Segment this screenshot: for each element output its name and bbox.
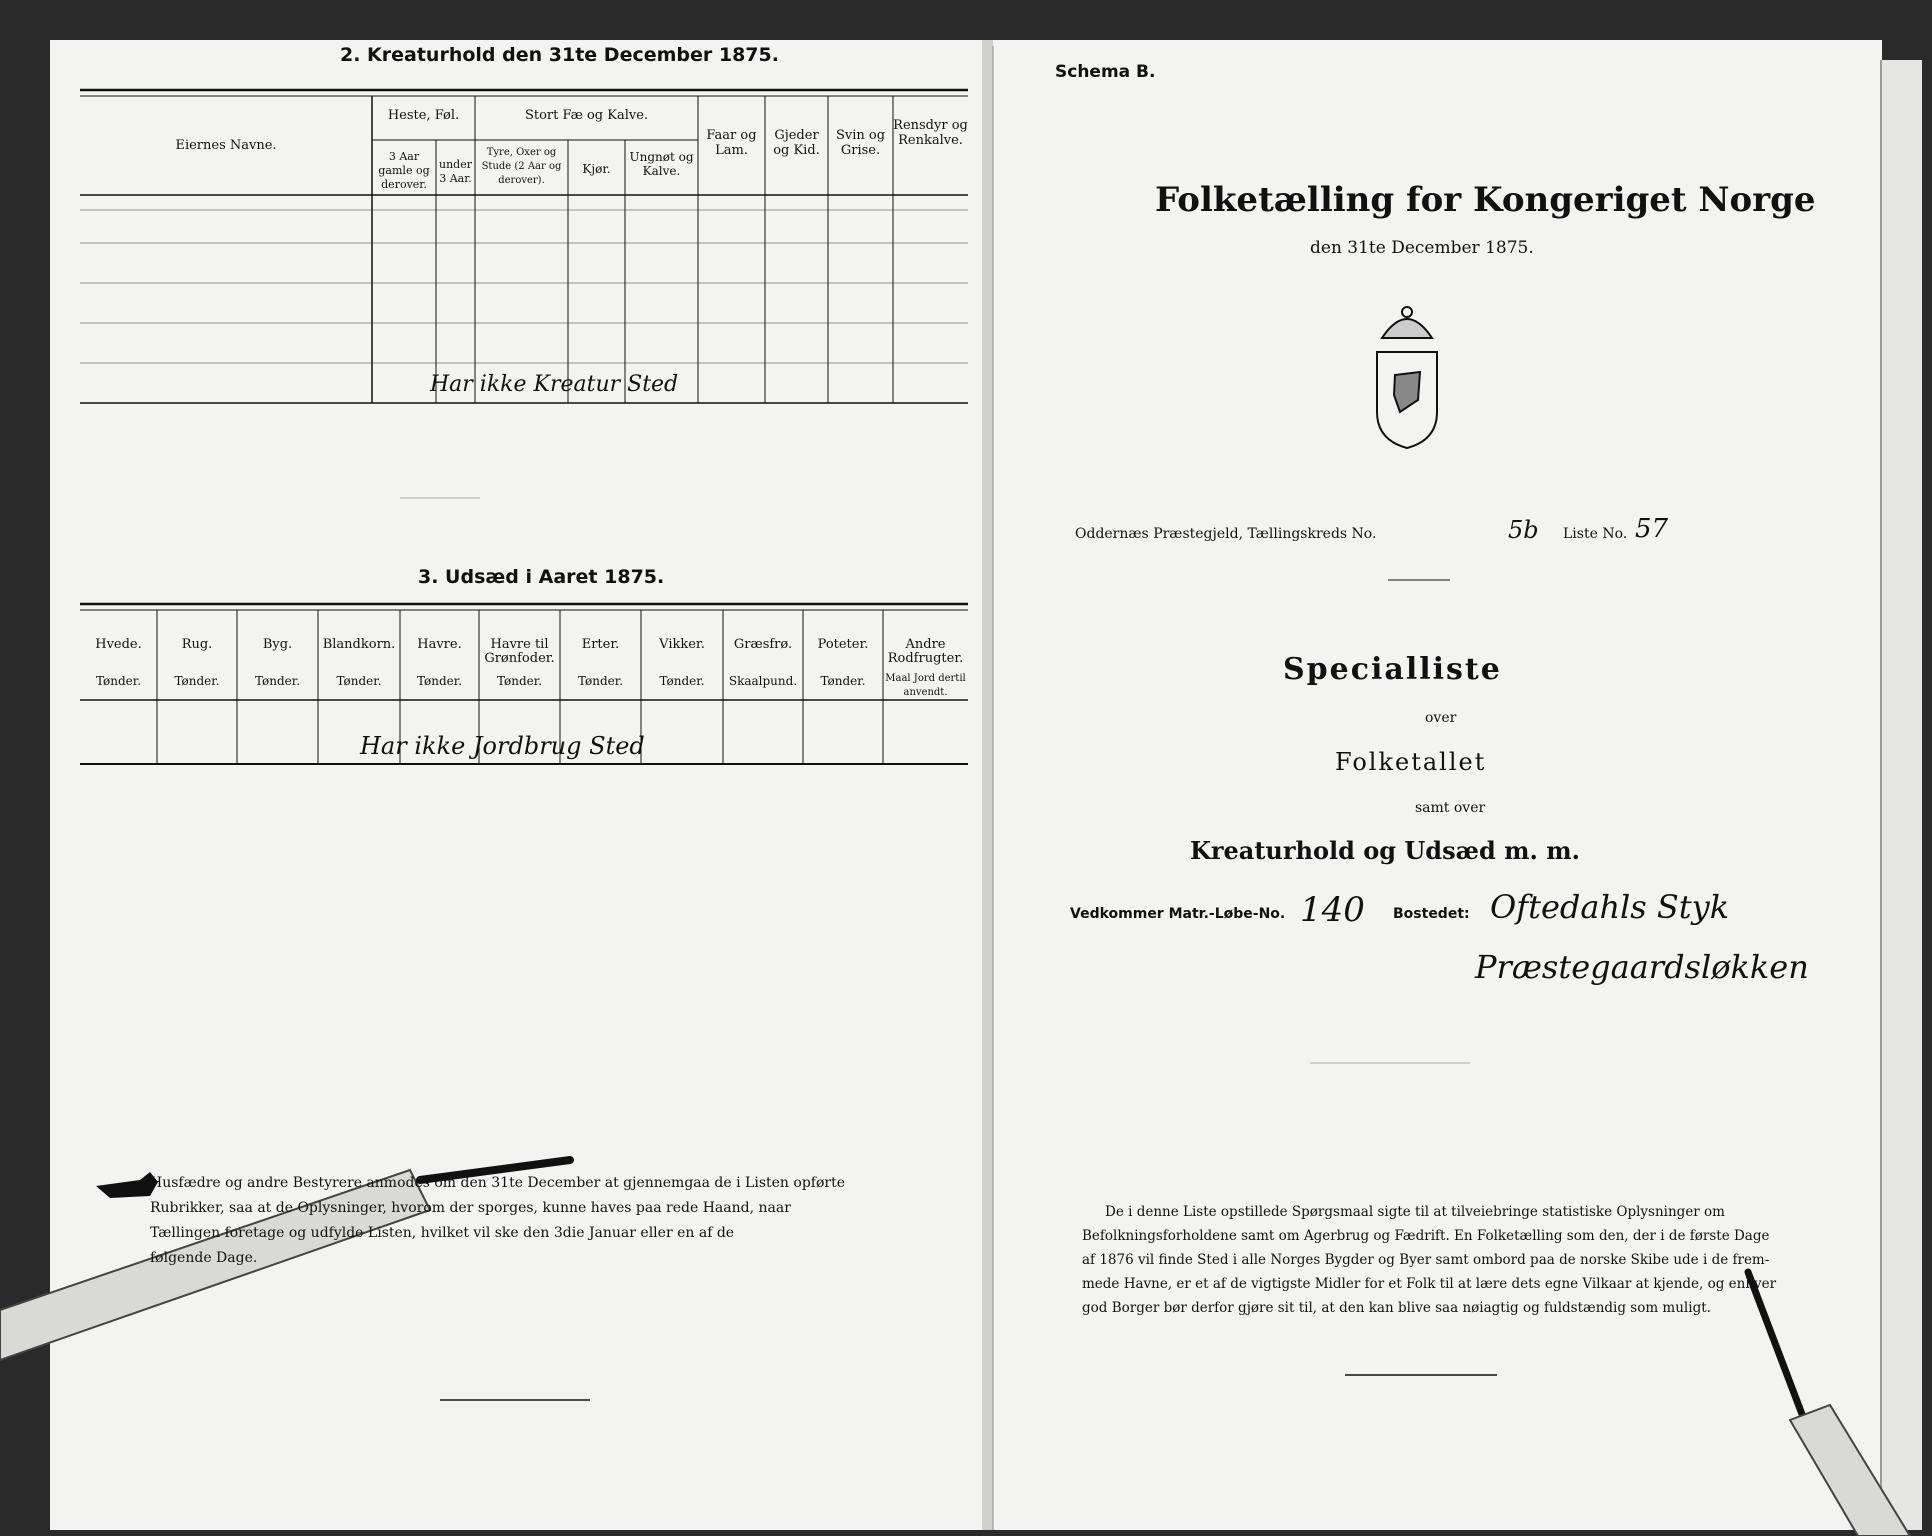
section3-col-unit: Tønder. (336, 674, 382, 688)
section3-col-name: Vikker. (659, 637, 705, 652)
section3-col-unit: Tønder. (496, 674, 543, 688)
section3-col-name: Blandkorn. (322, 637, 396, 652)
section2-title: 2. Kreaturhold den 31te December 1875. (340, 44, 779, 66)
group-heste: Heste, Føl. (387, 108, 460, 123)
section3-col-name: Havre til Grønfoder. (484, 637, 555, 666)
sub-heste-young: under 3 Aar. (439, 158, 472, 185)
section3-col-name: Hvede. (95, 637, 142, 652)
section2-handwritten: Har ikke Kreatur Sted (430, 372, 679, 397)
section3-col-name: Rug. (181, 637, 213, 652)
section3-col-unit: Maal Jord dertil anvendt. (885, 673, 966, 698)
bosted-line1: Oftedahls Styk (1490, 888, 1730, 926)
section3-col-unit: Tønder. (416, 674, 463, 688)
bosted-line2: Præstegaardsløkken (1475, 948, 1809, 986)
section3-col-name: Byg. (262, 637, 293, 652)
folketallet: Folketallet (1335, 748, 1487, 776)
section3-col-name: Havre. (417, 637, 462, 652)
matr-no: 140 (1300, 890, 1365, 930)
main-title: Folketælling for Kongeriget Norge (1155, 180, 1816, 220)
section3-col-unit: Tønder. (254, 674, 301, 688)
col-gjeder: Gjeder og Kid. (773, 128, 820, 158)
section3-col-unit: Tønder. (820, 674, 866, 688)
main-date: den 31te December 1875. (1310, 238, 1534, 258)
section3-col-unit: Tønder. (659, 674, 705, 688)
footer-p5: god Borger bør derfor gjøre sit til, at den kan blive saa nøiagtig og fuldstændig som muligt. (1082, 1300, 1711, 1316)
schema-label: Schema B. (1055, 62, 1156, 82)
section3-col-unit: Tønder. (95, 674, 142, 688)
pen-icon-right (1748, 1272, 1910, 1536)
footer-p1: De i denne Liste opstillede Spørgsmaal sigte til at tilveiebringe statistiske Oplysninger om (1105, 1204, 1725, 1220)
section3-col-unit: Tønder. (577, 674, 624, 688)
footer-p3: af 1876 vil finde Sted i alle Norges Bygder og Byer samt ombord paa de norske Skibe ude i de frem- (1082, 1252, 1770, 1268)
liste-no: 57 (1635, 514, 1669, 544)
notice-line3: Tællingen foretage og udfylde Listen, hvilket vil ske den 3die Januar eller en af de (150, 1225, 735, 1241)
section3-handwritten: Har ikke Jordbrug Sted (360, 732, 645, 760)
sub-heste-old: 3 Aar gamle og derover. (378, 150, 430, 191)
kreds-no: 5b (1508, 516, 1539, 544)
sub-kjer: Kjør. (582, 162, 611, 176)
footer-p2: Befolkningsforholdene samt om Agerbrug og Fædrift. En Folketælling som den, der i de første Dage (1082, 1228, 1770, 1244)
col-svin: Svin og Grise. (835, 128, 886, 158)
over-1: over (1425, 710, 1457, 726)
notice-line2: Rubrikker, saa at de Oplysninger, hvorom der sporges, kunne haves paa rede Haand, naar (150, 1200, 791, 1216)
section3-col-unit: Skaalpund. (728, 674, 798, 688)
coat-of-arms-icon (1377, 307, 1437, 448)
section3-title: 3. Udsæd i Aaret 1875. (418, 566, 665, 588)
parish-label: Oddernæs Præstegjeld, Tællingskreds No. (1075, 526, 1377, 542)
col-owner: Eiernes Navne. (175, 138, 277, 153)
liste-label: Liste No. (1563, 526, 1628, 542)
bosted-label: Bostedet: (1393, 906, 1470, 922)
kreatur-line: Kreaturhold og Udsæd m. m. (1190, 836, 1580, 865)
pointing-hand-icon (96, 1172, 158, 1198)
sub-tyre: Tyre, Oxer og Stude (2 Aar og derover). (481, 147, 562, 186)
section3-col-name: Erter. (581, 637, 620, 652)
section3-col-name: Poteter. (817, 637, 869, 652)
notice-line4: følgende Dage. (150, 1250, 258, 1266)
sub-ungnot: Ungnøt og Kalve. (629, 150, 694, 178)
group-stort: Stort Fæ og Kalve. (524, 108, 649, 123)
samt-over: samt over (1415, 800, 1486, 816)
section3-col-name: Andre Rodfrugter. (887, 637, 964, 666)
special-heading: Specialliste (1283, 652, 1502, 687)
section3-col-unit: Tønder. (174, 674, 220, 688)
notice-line1: Husfædre og andre Bestyrere anmodes om den 31te December at gjennemgaa de i Listen opførte (150, 1175, 846, 1191)
col-faar: Faar og Lam. (706, 128, 757, 158)
col-rensdyr: Rensdyr og Renkalve. (893, 118, 968, 148)
footer-p4: mede Havne, er et af de vigtigste Midler for et Folk til at lære dets egne Vilkaar at kjende, og enhver (1082, 1276, 1777, 1292)
section3-col-name: Græsfrø. (733, 637, 793, 652)
matr-label: Vedkommer Matr.-Løbe-No. (1070, 906, 1286, 922)
